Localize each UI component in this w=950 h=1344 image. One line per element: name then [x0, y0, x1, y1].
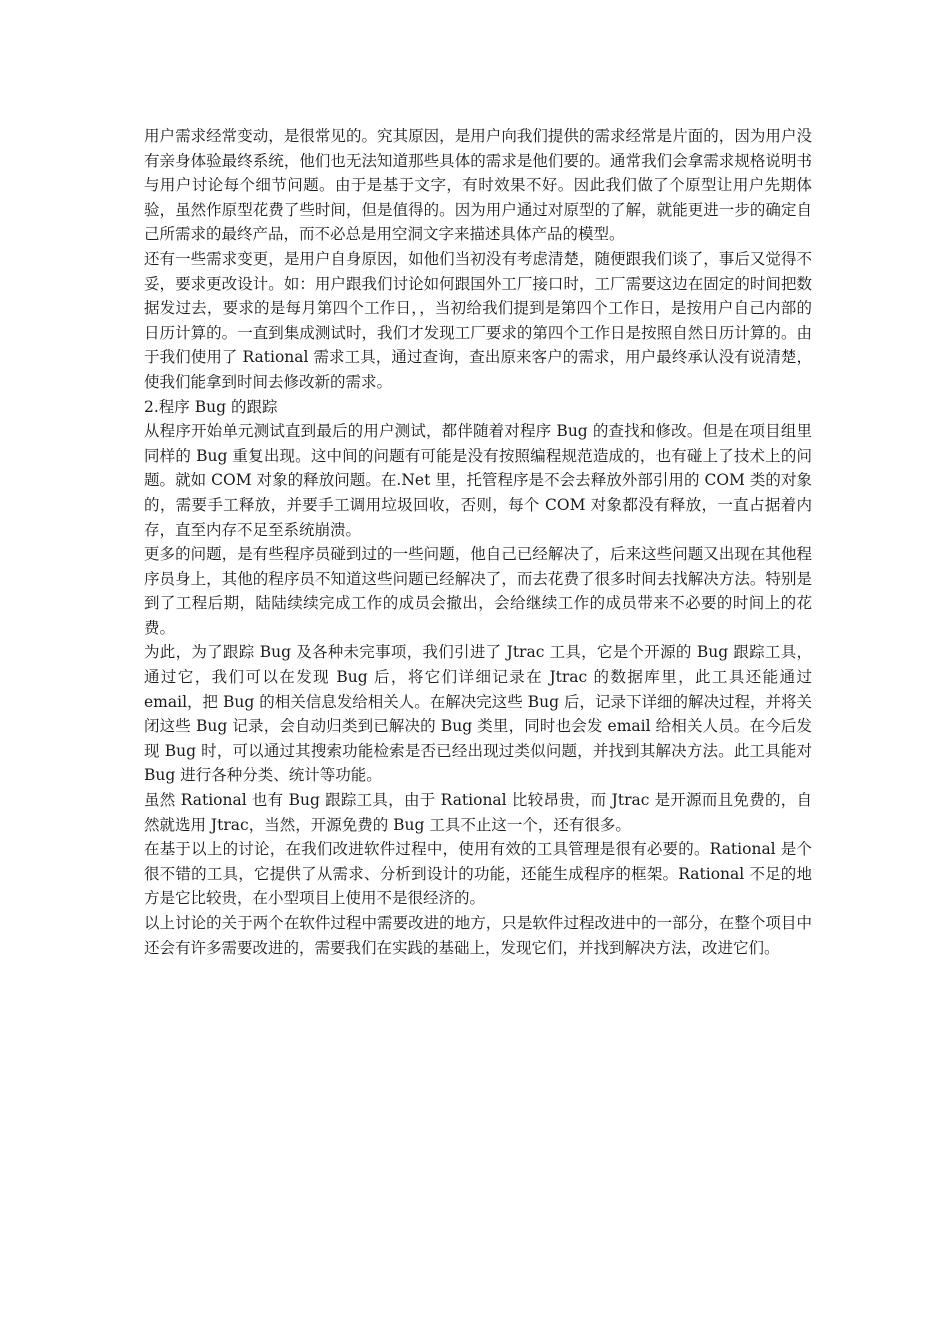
paragraph-requirements-change: 用户需求经常变动，是很常见的。究其原因，是用户向我们提供的需求经常是片面的，因为用户没有亲身体验最终系统，他们也无法知道那些具体的需求是他们要的。通常我们会拿需求规格说明书与用户讨论每个细节问题。由于是基于文字，有时效果不好。因此我们做了个原型让用户先期体验，虽然作原型花费了些时间，但是值得的。因为用户通过对原型的了解，就能更进一步的确定自己所需求的最终产品，而不必总是用空洞文字来描述具体产品的模型。: [144, 127, 812, 244]
paragraph-jtrac-tool: 为此，为了跟踪 Bug 及各种未完事项，我们引进了 Jtrac 工具，它是个开源的 Bug 跟踪工具，通过它，我们可以在发现 Bug 后，将它们详细记录在 Jtrac 的数据库里，此工具还能通过email，把 Bug 的相关信息发给相关人。在解决完这些 Bug 后，记录下详细的解决过程，并将关闭这些 Bug 记录，会自动归类到已解决的 Bug 类里，同时也会发 email 给相关人员。在今后发现 Bug 时，可以通过其搜索功能检索是否已经出现过类似问题，并找到其解决方法。此工具能对 Bug 进行各种分类、统计等功能。: [144, 643, 812, 785]
paragraph-rational-vs-jtrac: 虽然 Rational 也有 Bug 跟踪工具，由于 Rational 比较昂贵，而 Jtrac 是开源而且免费的，自然就选用 Jtrac，当然，开源免费的 Bug 工具不止这一个，还有很多。: [144, 791, 812, 834]
paragraph-tool-management: 在基于以上的讨论，在我们改进软件过程中，使用有效的工具管理是很有必要的。Rational 是个很不错的工具，它提供了从需求、分析到设计的功能，还能生成程序的框架。Rational 不足的地方是它比较贵，在小型项目上使用不是很经济的。: [144, 840, 812, 908]
paragraph-bug-testing: 从程序开始单元测试直到最后的用户测试，都伴随着对程序 Bug 的查找和修改。但是在项目组里同样的 Bug 重复出现。这中间的问题有可能是没有按照编程规范造成的，也有碰上了技术上的问题。就如 COM 对象的释放问题。在.Net 里，托管程序是不会去释放外部引用的 COM 类的对象的，需要手工释放，并要手工调用垃圾回收，否则，每个 COM 对象都没有释放，一直占据着内存，直至内存不足至系统崩溃。: [144, 422, 812, 539]
section-heading-bug-tracking: 2.程序 Bug 的跟踪: [144, 397, 278, 416]
document-page: [144, 124, 812, 960]
paragraph-bug-knowledge: 更多的问题，是有些程序员碰到过的一些问题，他自己已经解决了，后来这些问题又出现在其他程序员身上，其他的程序员不知道这些问题已经解决了，而去花费了很多时间去找解决方法。特别是到了工程后期，陆陆续续完成工作的成员会撤出，会给继续工作的成员带来不必要的时间上的花费。: [144, 545, 812, 637]
paragraph-conclusion: 以上讨论的关于两个在软件过程中需要改进的地方，只是软件过程改进中的一部分，在整个项目中还会有许多需要改进的，需要我们在实践的基础上，发现它们，并找到解决方法，改进它们。: [144, 914, 812, 957]
paragraph-requirements-user-cause: 还有一些需求变更，是用户自身原因，如他们当初没有考虑清楚，随便跟我们谈了，事后又觉得不妥，要求更改设计。如：用户跟我们讨论如何跟国外工厂接口时，工厂需要这边在固定的时间把数据发过去，要求的是每月第四个工作日，，当初给我们提到是第四个工作日，是按用户自己内部的日历计算的。一直到集成测试时，我们才发现工厂要求的第四个工作日是按照自然日历计算的。由于我们使用了 Rational 需求工具，通过查询，查出原来客户的需求，用户最终承认没有说清楚，使我们能拿到时间去修改新的需求。: [144, 249, 812, 391]
